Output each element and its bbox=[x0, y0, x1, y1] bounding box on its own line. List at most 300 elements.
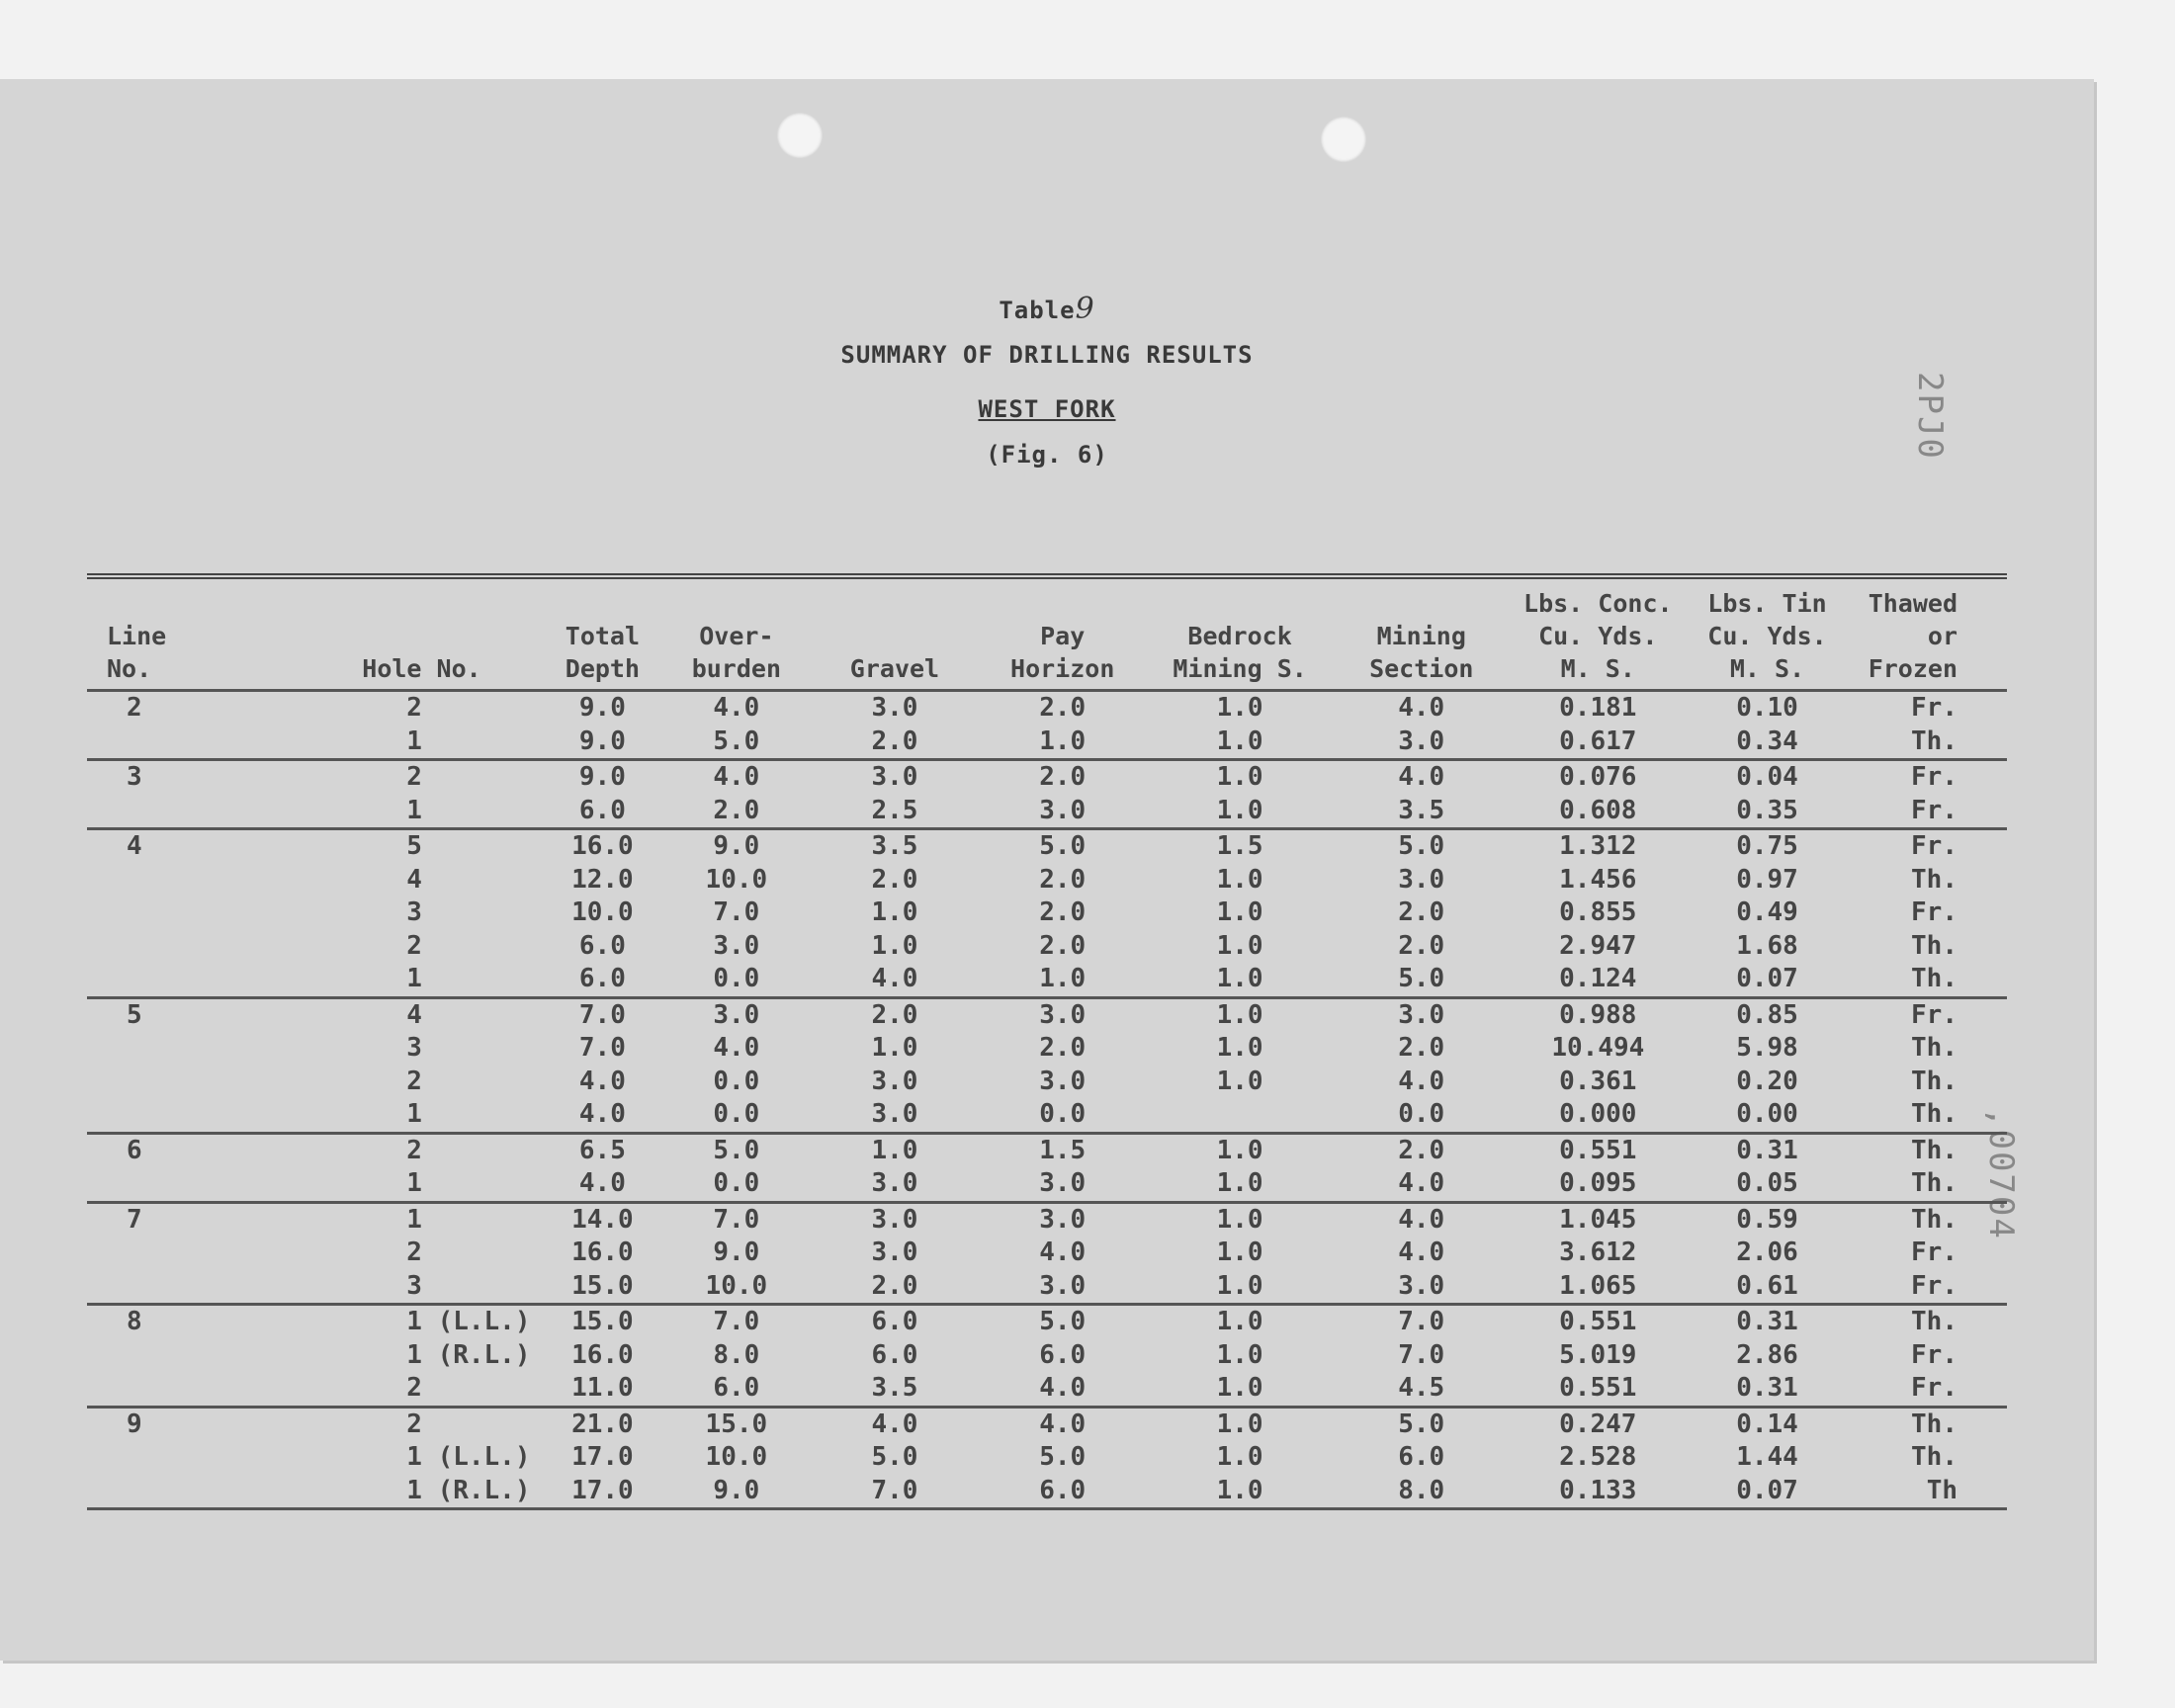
cell-mining-section: 3.0 bbox=[1398, 999, 1445, 1030]
cell-gravel: 3.5 bbox=[811, 1372, 980, 1407]
cell-mining-section: 2.0 bbox=[1398, 897, 1445, 928]
cell-hole-no: 1 bbox=[204, 1167, 542, 1202]
table-row bbox=[87, 795, 2007, 829]
cell-pay-horizon: 6.0 bbox=[1039, 1339, 1087, 1370]
table-row bbox=[87, 760, 2007, 795]
cell-lbs-tin: 0.31 bbox=[1736, 1135, 1798, 1165]
cell-pay-horizon: 3.0 bbox=[1039, 1066, 1087, 1096]
cell-mining-section: 4.0 bbox=[1398, 1204, 1445, 1235]
cell-hole-no: 2 bbox=[406, 1238, 422, 1268]
table-label bbox=[0, 292, 2094, 326]
cell-lbs-conc: 2.528 bbox=[1559, 1442, 1637, 1473]
cell-mining-section: 4.0 bbox=[1398, 1238, 1445, 1268]
cell-lbs-conc: 1.065 bbox=[1509, 1270, 1687, 1305]
cell-mining-section: 5.0 bbox=[1334, 963, 1509, 997]
table-row bbox=[87, 963, 2007, 997]
cell-pay-horizon: 5.0 bbox=[1039, 1442, 1087, 1473]
cell-bedrock-mining: 1.0 bbox=[1146, 963, 1334, 997]
cell-total-depth: 9.0 bbox=[543, 726, 663, 760]
cell-line-no: 5 bbox=[127, 999, 142, 1030]
cell-lbs-conc: 0.551 bbox=[1559, 1135, 1637, 1165]
cell-line-no bbox=[87, 864, 204, 897]
cell-overburden: 10.0 bbox=[662, 1270, 810, 1305]
cell-overburden: 8.0 bbox=[713, 1339, 760, 1370]
cell-lbs-tin: 0.07 bbox=[1687, 1475, 1848, 1509]
cell-total-depth: 17.0 bbox=[571, 1442, 634, 1473]
cell-lbs-tin: 0.59 bbox=[1736, 1204, 1798, 1235]
cell-overburden: 5.0 bbox=[713, 1135, 760, 1165]
cell-lbs-conc: 2.947 bbox=[1559, 930, 1637, 961]
table-row bbox=[87, 1305, 2007, 1339]
cell-thawed-frozen: Fr. bbox=[1911, 762, 1958, 793]
cell-gravel: 3.0 bbox=[871, 1204, 918, 1235]
cell-total-depth: 9.0 bbox=[578, 762, 626, 793]
margin-note-top: 2PJ0 bbox=[1910, 372, 1950, 461]
table-label-text: Table bbox=[999, 297, 1076, 324]
col-header-bedrock-mining: Bedrock Mining S. bbox=[1146, 576, 1334, 691]
cell-bedrock-mining: 1.5 bbox=[1216, 831, 1263, 862]
cell-overburden: 4.0 bbox=[713, 1033, 760, 1064]
cell-total-depth: 4.0 bbox=[578, 1066, 626, 1096]
cell-lbs-conc: 0.551 bbox=[1559, 1307, 1637, 1337]
cell-gravel: 4.0 bbox=[871, 1409, 918, 1439]
cell-lbs-conc: 10.494 bbox=[1551, 1033, 1645, 1064]
cell-pay-horizon: 3.0 bbox=[979, 1167, 1146, 1202]
cell-gravel: 1.0 bbox=[871, 930, 918, 961]
cell-bedrock-mining: 1.0 bbox=[1216, 1307, 1263, 1337]
table-row bbox=[87, 1407, 2007, 1441]
cell-lbs-conc: 0.617 bbox=[1509, 726, 1687, 760]
cell-lbs-tin: 0.10 bbox=[1736, 693, 1798, 724]
margin-note-right: ,00704 bbox=[1981, 1107, 2021, 1240]
cell-hole-no: 2 bbox=[406, 1409, 422, 1439]
cell-line-no bbox=[87, 1339, 204, 1373]
cell-total-depth: 9.0 bbox=[578, 693, 626, 724]
cell-hole-no: 2 bbox=[406, 762, 422, 793]
cell-overburden: 0.0 bbox=[662, 1167, 810, 1202]
cell-bedrock-mining: 1.0 bbox=[1216, 762, 1263, 793]
cell-thawed-frozen: Fr. bbox=[1848, 1372, 2007, 1407]
cell-mining-section: 0.0 bbox=[1334, 1098, 1509, 1133]
cell-gravel: 3.0 bbox=[871, 693, 918, 724]
cell-hole-no: 5 bbox=[406, 831, 422, 862]
cell-overburden: 10.0 bbox=[705, 1442, 768, 1473]
table-row bbox=[87, 691, 2007, 726]
cell-lbs-tin: 0.75 bbox=[1736, 831, 1798, 862]
drilling-results-table bbox=[87, 573, 2007, 1510]
cell-mining-section: 4.0 bbox=[1334, 1167, 1509, 1202]
col-header-lbs-conc: Lbs. Conc. Cu. Yds. M. S. bbox=[1509, 576, 1687, 691]
cell-gravel: 1.0 bbox=[871, 897, 918, 928]
cell-mining-section: 6.0 bbox=[1398, 1442, 1445, 1473]
cell-bedrock-mining: 1.0 bbox=[1216, 1135, 1263, 1165]
cell-lbs-conc: 3.612 bbox=[1559, 1238, 1637, 1268]
cell-gravel: 4.0 bbox=[811, 963, 980, 997]
cell-lbs-conc: 0.095 bbox=[1509, 1167, 1687, 1202]
cell-lbs-tin: 0.00 bbox=[1687, 1098, 1848, 1133]
cell-bedrock-mining: 1.0 bbox=[1216, 930, 1263, 961]
cell-gravel: 3.0 bbox=[811, 1098, 980, 1133]
cell-mining-section: 4.0 bbox=[1398, 762, 1445, 793]
cell-pay-horizon: 1.0 bbox=[979, 963, 1146, 997]
cell-bedrock-mining: 1.0 bbox=[1216, 999, 1263, 1030]
cell-lbs-tin: 0.61 bbox=[1687, 1270, 1848, 1305]
cell-lbs-tin: 0.97 bbox=[1736, 864, 1798, 895]
cell-line-no: 3 bbox=[127, 762, 142, 793]
cell-overburden: 7.0 bbox=[713, 1204, 760, 1235]
cell-bedrock-mining: 1.0 bbox=[1146, 726, 1334, 760]
cell-lbs-tin: 0.85 bbox=[1736, 999, 1798, 1030]
table-row bbox=[87, 1441, 2007, 1475]
cell-overburden: 10.0 bbox=[705, 864, 768, 895]
cell-bedrock-mining: 1.0 bbox=[1216, 1409, 1263, 1439]
cell-total-depth: 14.0 bbox=[571, 1204, 634, 1235]
cell-bedrock-mining: 1.0 bbox=[1146, 1167, 1334, 1202]
cell-lbs-tin: 0.04 bbox=[1736, 762, 1798, 793]
cell-mining-section: 3.5 bbox=[1334, 795, 1509, 829]
cell-thawed-frozen: Fr. bbox=[1911, 897, 1958, 928]
cell-lbs-conc: 0.133 bbox=[1509, 1475, 1687, 1509]
table-row bbox=[87, 1167, 2007, 1202]
cell-bedrock-mining: 1.0 bbox=[1146, 1270, 1334, 1305]
cell-hole-no: 3 bbox=[406, 897, 422, 928]
table-header-row bbox=[87, 576, 2007, 691]
cell-pay-horizon: 3.0 bbox=[979, 795, 1146, 829]
cell-pay-horizon: 3.0 bbox=[979, 1270, 1146, 1305]
cell-thawed-frozen: Th. bbox=[1911, 1066, 1958, 1096]
cell-lbs-tin: 0.31 bbox=[1687, 1372, 1848, 1407]
cell-gravel: 2.5 bbox=[811, 795, 980, 829]
table-row bbox=[87, 930, 2007, 964]
punch-hole bbox=[1321, 117, 1366, 162]
cell-overburden: 3.0 bbox=[713, 930, 760, 961]
cell-lbs-tin: 1.68 bbox=[1736, 930, 1798, 961]
cell-mining-section: 2.0 bbox=[1398, 930, 1445, 961]
cell-total-depth: 6.0 bbox=[543, 963, 663, 997]
cell-line-no bbox=[87, 1032, 204, 1066]
cell-mining-section: 7.0 bbox=[1398, 1307, 1445, 1337]
cell-pay-horizon: 4.0 bbox=[979, 1372, 1146, 1407]
table-row bbox=[87, 1098, 2007, 1133]
cell-line-no bbox=[87, 1098, 204, 1133]
cell-gravel: 5.0 bbox=[871, 1442, 918, 1473]
table-row bbox=[87, 1270, 2007, 1305]
cell-mining-section: 2.0 bbox=[1398, 1033, 1445, 1064]
cell-overburden: 7.0 bbox=[713, 1307, 760, 1337]
cell-line-no: 8 bbox=[127, 1307, 142, 1337]
table-row bbox=[87, 1133, 2007, 1167]
cell-thawed-frozen: Fr. bbox=[1911, 1339, 1958, 1370]
table-number: 9 bbox=[1075, 292, 1095, 326]
cell-gravel: 2.0 bbox=[871, 864, 918, 895]
cell-pay-horizon: 4.0 bbox=[1039, 1409, 1087, 1439]
cell-thawed-frozen: Th. bbox=[1911, 930, 1958, 961]
cell-thawed-frozen: Th. bbox=[1848, 963, 2007, 997]
col-header-mining-section: Mining Section bbox=[1334, 576, 1509, 691]
cell-line-no: 9 bbox=[127, 1409, 142, 1439]
cell-line-no bbox=[87, 1167, 204, 1202]
cell-lbs-conc: 0.181 bbox=[1559, 693, 1637, 724]
cell-thawed-frozen: Th. bbox=[1848, 726, 2007, 760]
cell-hole-no: 4 bbox=[406, 999, 422, 1030]
cell-line-no bbox=[87, 1441, 204, 1475]
cell-gravel: 3.0 bbox=[871, 762, 918, 793]
cell-mining-section: 8.0 bbox=[1334, 1475, 1509, 1509]
cell-thawed-frozen: Th. bbox=[1911, 864, 1958, 895]
cell-mining-section: 7.0 bbox=[1398, 1339, 1445, 1370]
cell-gravel: 3.0 bbox=[871, 1238, 918, 1268]
col-header-total-depth: Total Depth bbox=[543, 576, 663, 691]
cell-lbs-tin: 2.06 bbox=[1736, 1238, 1798, 1268]
cell-overburden: 15.0 bbox=[705, 1409, 768, 1439]
cell-bedrock-mining: 1.0 bbox=[1216, 1033, 1263, 1064]
cell-line-no bbox=[87, 1237, 204, 1270]
cell-overburden: 0.0 bbox=[662, 1098, 810, 1133]
cell-total-depth: 17.0 bbox=[543, 1475, 663, 1509]
cell-thawed-frozen: Fr. bbox=[1848, 795, 2007, 829]
cell-hole-no: 2 bbox=[406, 693, 422, 724]
cell-lbs-tin: 0.05 bbox=[1687, 1167, 1848, 1202]
cell-hole-no: 2 bbox=[406, 1135, 422, 1165]
table-row bbox=[87, 1237, 2007, 1270]
cell-overburden: 9.0 bbox=[713, 1238, 760, 1268]
cell-line-no: 7 bbox=[127, 1204, 142, 1235]
cell-hole-no: 3 bbox=[406, 1033, 422, 1064]
cell-line-no: 6 bbox=[127, 1135, 142, 1165]
cell-bedrock-mining: 1.0 bbox=[1216, 1204, 1263, 1235]
cell-gravel: 3.5 bbox=[871, 831, 918, 862]
cell-bedrock-mining: 1.0 bbox=[1216, 1238, 1263, 1268]
cell-bedrock-mining: 1.0 bbox=[1216, 1442, 1263, 1473]
cell-mining-section: 2.0 bbox=[1398, 1135, 1445, 1165]
cell-pay-horizon: 6.0 bbox=[979, 1475, 1146, 1509]
cell-thawed-frozen: Fr. bbox=[1911, 999, 1958, 1030]
table-row bbox=[87, 829, 2007, 864]
cell-total-depth: 4.0 bbox=[543, 1167, 663, 1202]
cell-lbs-conc: 0.551 bbox=[1509, 1372, 1687, 1407]
cell-hole-no: 3 bbox=[204, 1270, 542, 1305]
cell-hole-no: 1 bbox=[204, 1098, 542, 1133]
cell-total-depth: 16.0 bbox=[571, 1339, 634, 1370]
cell-line-no bbox=[87, 897, 204, 930]
cell-line-no bbox=[87, 1066, 204, 1099]
cell-total-depth: 10.0 bbox=[571, 897, 634, 928]
cell-hole-no: 4 bbox=[406, 864, 422, 895]
cell-line-no bbox=[87, 1475, 204, 1509]
cell-gravel: 6.0 bbox=[871, 1307, 918, 1337]
cell-gravel: 3.0 bbox=[871, 1066, 918, 1096]
cell-lbs-conc: 1.045 bbox=[1559, 1204, 1637, 1235]
cell-thawed-frozen: Th. bbox=[1911, 1307, 1958, 1337]
cell-pay-horizon: 5.0 bbox=[1039, 1307, 1087, 1337]
cell-pay-horizon: 2.0 bbox=[1039, 762, 1087, 793]
cell-overburden: 7.0 bbox=[713, 897, 760, 928]
cell-total-depth: 15.0 bbox=[571, 1307, 634, 1337]
cell-lbs-conc: 0.988 bbox=[1559, 999, 1637, 1030]
col-header-lbs-tin: Lbs. Tin Cu. Yds. M. S. bbox=[1687, 576, 1848, 691]
cell-hole-no: 1 bbox=[406, 1204, 422, 1235]
cell-mining-section: 4.5 bbox=[1334, 1372, 1509, 1407]
cell-thawed-frozen: Fr. bbox=[1911, 831, 1958, 862]
table-row bbox=[87, 1066, 2007, 1099]
cell-lbs-conc: 0.361 bbox=[1559, 1066, 1637, 1096]
cell-pay-horizon: 2.0 bbox=[1039, 897, 1087, 928]
cell-bedrock-mining: 1.0 bbox=[1216, 1066, 1263, 1096]
cell-hole-no: 2 bbox=[204, 1372, 542, 1407]
cell-bedrock-mining: 1.0 bbox=[1146, 795, 1334, 829]
cell-thawed-frozen: Th. bbox=[1911, 1204, 1958, 1235]
cell-bedrock-mining: 1.0 bbox=[1146, 1372, 1334, 1407]
cell-total-depth: 21.0 bbox=[571, 1409, 634, 1439]
cell-lbs-tin: 0.07 bbox=[1687, 963, 1848, 997]
cell-mining-section: 5.0 bbox=[1398, 1409, 1445, 1439]
figure-reference: (Fig. 6) bbox=[986, 441, 1108, 469]
cell-lbs-tin: 0.20 bbox=[1736, 1066, 1798, 1096]
cell-lbs-conc: 0.608 bbox=[1509, 795, 1687, 829]
document-title: SUMMARY OF DRILLING RESULTS bbox=[840, 341, 1254, 369]
cell-lbs-conc: 0.247 bbox=[1559, 1409, 1637, 1439]
cell-hole-no: 1 (L.L.) bbox=[406, 1442, 531, 1473]
cell-gravel: 6.0 bbox=[871, 1339, 918, 1370]
cell-thawed-frozen: Fr. bbox=[1911, 693, 1958, 724]
cell-total-depth: 6.0 bbox=[543, 795, 663, 829]
cell-lbs-tin: 2.86 bbox=[1736, 1339, 1798, 1370]
cell-mining-section: 3.0 bbox=[1334, 726, 1509, 760]
cell-overburden: 4.0 bbox=[713, 693, 760, 724]
document-sheet bbox=[0, 79, 2094, 1661]
cell-total-depth: 6.5 bbox=[578, 1135, 626, 1165]
cell-thawed-frozen: Th. bbox=[1911, 1409, 1958, 1439]
cell-lbs-tin: 0.35 bbox=[1687, 795, 1848, 829]
cell-overburden: 4.0 bbox=[713, 762, 760, 793]
table-row bbox=[87, 864, 2007, 897]
cell-mining-section: 3.0 bbox=[1398, 864, 1445, 895]
cell-lbs-tin: 0.49 bbox=[1736, 897, 1798, 928]
cell-gravel: 7.0 bbox=[811, 1475, 980, 1509]
cell-pay-horizon: 2.0 bbox=[1039, 930, 1087, 961]
cell-pay-horizon: 4.0 bbox=[1039, 1238, 1087, 1268]
cell-thawed-frozen: Th. bbox=[1848, 1098, 2007, 1133]
cell-mining-section: 4.0 bbox=[1398, 1066, 1445, 1096]
cell-pay-horizon: 2.0 bbox=[1039, 1033, 1087, 1064]
cell-overburden: 0.0 bbox=[713, 1066, 760, 1096]
cell-gravel: 1.0 bbox=[871, 1033, 918, 1064]
document-subtitle: WEST FORK bbox=[978, 395, 1116, 423]
cell-overburden: 5.0 bbox=[662, 726, 810, 760]
cell-bedrock-mining: 1.0 bbox=[1216, 693, 1263, 724]
cell-lbs-conc: 1.456 bbox=[1559, 864, 1637, 895]
cell-pay-horizon: 2.0 bbox=[1039, 864, 1087, 895]
table-row bbox=[87, 1202, 2007, 1237]
cell-bedrock-mining: 1.0 bbox=[1216, 864, 1263, 895]
table-row bbox=[87, 1032, 2007, 1066]
cell-bedrock-mining: 1.0 bbox=[1216, 1339, 1263, 1370]
col-header-thawed-frozen: Thawed or Frozen bbox=[1848, 576, 2007, 691]
cell-pay-horizon: 1.5 bbox=[1039, 1135, 1087, 1165]
cell-gravel: 1.0 bbox=[871, 1135, 918, 1165]
cell-overburden: 9.0 bbox=[713, 831, 760, 862]
cell-lbs-conc: 0.076 bbox=[1559, 762, 1637, 793]
cell-thawed-frozen: Th. bbox=[1848, 1167, 2007, 1202]
cell-hole-no: 1 (R.L.) bbox=[406, 1339, 531, 1370]
cell-line-no bbox=[87, 963, 204, 997]
cell-lbs-conc: 1.312 bbox=[1559, 831, 1637, 862]
cell-gravel: 2.0 bbox=[871, 999, 918, 1030]
cell-bedrock-mining bbox=[1146, 1098, 1334, 1133]
col-header-line-no: Line No. bbox=[87, 576, 204, 691]
table-row bbox=[87, 1339, 2007, 1373]
table-row bbox=[87, 897, 2007, 930]
cell-pay-horizon: 1.0 bbox=[979, 726, 1146, 760]
table-row bbox=[87, 1372, 2007, 1407]
cell-line-no bbox=[87, 795, 204, 829]
cell-hole-no: 1 (L.L.) bbox=[406, 1307, 531, 1337]
cell-pay-horizon: 5.0 bbox=[1039, 831, 1087, 862]
cell-line-no bbox=[87, 1372, 204, 1407]
cell-total-depth: 6.0 bbox=[578, 930, 626, 961]
col-header-pay-horizon: Pay Horizon bbox=[979, 576, 1146, 691]
cell-hole-no: 1 bbox=[204, 726, 542, 760]
cell-total-depth: 16.0 bbox=[571, 1238, 634, 1268]
cell-hole-no: 1 bbox=[204, 963, 542, 997]
cell-lbs-tin: 0.34 bbox=[1687, 726, 1848, 760]
cell-hole-no: 2 bbox=[406, 930, 422, 961]
cell-overburden: 6.0 bbox=[662, 1372, 810, 1407]
cell-total-depth: 15.0 bbox=[543, 1270, 663, 1305]
cell-line-no bbox=[87, 1270, 204, 1305]
cell-pay-horizon: 2.0 bbox=[1039, 693, 1087, 724]
cell-lbs-conc: 0.855 bbox=[1559, 897, 1637, 928]
cell-total-depth: 7.0 bbox=[578, 999, 626, 1030]
cell-thawed-frozen: Fr. bbox=[1911, 1238, 1958, 1268]
cell-pay-horizon: 3.0 bbox=[1039, 1204, 1087, 1235]
cell-hole-no: 2 bbox=[406, 1066, 422, 1096]
cell-lbs-conc: 5.019 bbox=[1559, 1339, 1637, 1370]
cell-mining-section: 5.0 bbox=[1398, 831, 1445, 862]
cell-gravel: 2.0 bbox=[811, 1270, 980, 1305]
cell-thawed-frozen: Th. bbox=[1911, 1442, 1958, 1473]
cell-lbs-tin: 0.31 bbox=[1736, 1307, 1798, 1337]
cell-lbs-conc: 0.124 bbox=[1509, 963, 1687, 997]
cell-total-depth: 7.0 bbox=[578, 1033, 626, 1064]
cell-hole-no: 1 bbox=[204, 795, 542, 829]
cell-mining-section: 3.0 bbox=[1334, 1270, 1509, 1305]
cell-line-no: 4 bbox=[127, 831, 142, 862]
cell-bedrock-mining: 1.0 bbox=[1216, 897, 1263, 928]
cell-thawed-frozen: Th bbox=[1848, 1475, 2007, 1509]
cell-thawed-frozen: Fr. bbox=[1848, 1270, 2007, 1305]
cell-thawed-frozen: Th. bbox=[1911, 1033, 1958, 1064]
cell-pay-horizon: 3.0 bbox=[1039, 999, 1087, 1030]
cell-overburden: 9.0 bbox=[662, 1475, 810, 1509]
cell-gravel: 2.0 bbox=[811, 726, 980, 760]
cell-lbs-tin: 0.14 bbox=[1736, 1409, 1798, 1439]
table-row bbox=[87, 1475, 2007, 1509]
cell-overburden: 0.0 bbox=[662, 963, 810, 997]
col-header-gravel: Gravel bbox=[811, 576, 980, 691]
cell-line-no bbox=[87, 726, 204, 760]
cell-line-no: 2 bbox=[127, 693, 142, 724]
cell-overburden: 2.0 bbox=[662, 795, 810, 829]
cell-hole-no: 1 (R.L.) bbox=[204, 1475, 542, 1509]
cell-thawed-frozen: Th. bbox=[1911, 1135, 1958, 1165]
col-header-overburden: Over- burden bbox=[662, 576, 810, 691]
cell-lbs-tin: 5.98 bbox=[1736, 1033, 1798, 1064]
table-body bbox=[87, 691, 2007, 1509]
cell-lbs-conc: 0.000 bbox=[1509, 1098, 1687, 1133]
cell-total-depth: 12.0 bbox=[571, 864, 634, 895]
col-header-hole-no: Hole No. bbox=[204, 576, 542, 691]
